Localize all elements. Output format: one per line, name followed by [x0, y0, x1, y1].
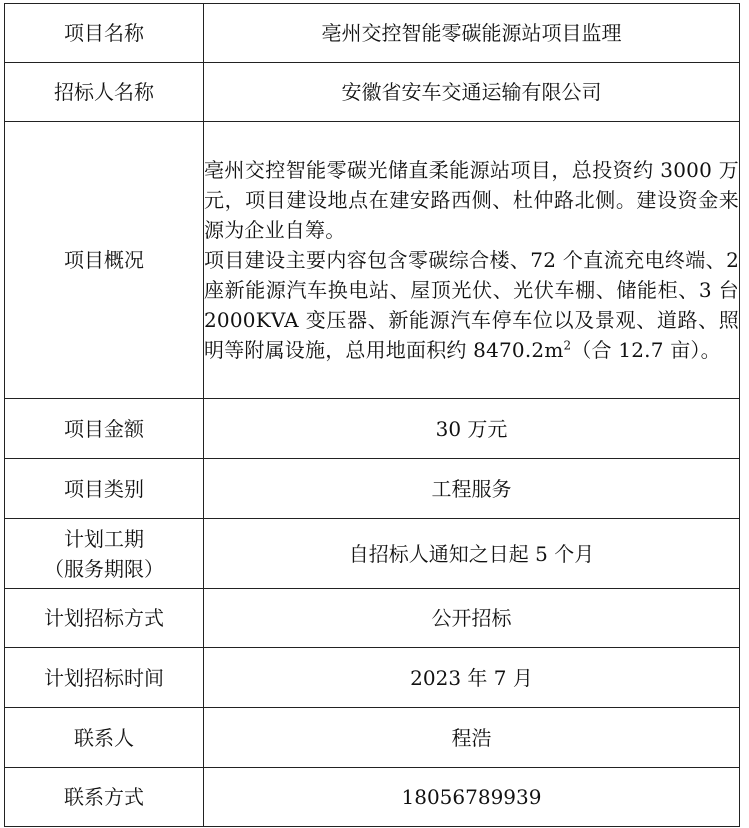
table-row-overview	[5, 122, 740, 399]
value-tender-method: 公开招标	[204, 589, 740, 648]
label-tenderer: 招标人名称	[5, 63, 204, 122]
label-tender-time: 计划招标时间	[5, 648, 204, 708]
value-category: 工程服务	[204, 459, 740, 519]
area-unit-superscript: 2	[563, 338, 572, 353]
label-project-name: 项目名称	[5, 4, 204, 63]
label-contact-person: 联系人	[5, 708, 204, 768]
value-tenderer: 安徽省安车交通运输有限公司	[204, 63, 740, 122]
table-row-project-name	[5, 4, 740, 63]
label-schedule-line2: （服务期限）	[44, 556, 164, 581]
label-schedule	[5, 519, 204, 589]
table-row-contact-person	[5, 708, 740, 768]
value-project-name: 亳州交控智能零碳能源站项目监理	[204, 4, 740, 63]
project-info-table	[4, 3, 740, 827]
label-contact-phone: 联系方式	[5, 768, 204, 827]
value-contact-phone: 18056789939	[204, 768, 740, 827]
table-row-contact-phone	[5, 768, 740, 827]
table-row-amount	[5, 399, 740, 459]
label-amount: 项目金额	[5, 399, 204, 459]
table-row-schedule	[5, 519, 740, 589]
table-row-tender-method	[5, 589, 740, 648]
table-row-tender-time	[5, 648, 740, 708]
table-row-category	[5, 459, 740, 519]
overview-paragraph-2	[204, 245, 739, 365]
value-amount: 30 万元	[204, 399, 740, 459]
table-row-tenderer	[5, 63, 740, 122]
value-overview	[204, 122, 740, 399]
label-category: 项目类别	[5, 459, 204, 519]
value-schedule: 自招标人通知之日起 5 个月	[204, 519, 740, 589]
overview-paragraph-2-tail: （合 12.7 亩）。	[571, 338, 721, 362]
value-contact-person: 程浩	[204, 708, 740, 768]
overview-paragraph-1: 亳州交控智能零碳光储直柔能源站项目，总投资约 3000 万元，项目建设地点在建安路西侧、杜仲路北侧。建设资金来源为企业自筹。	[204, 158, 739, 242]
value-tender-time: 2023 年 7 月	[204, 648, 740, 708]
label-schedule-line1: 计划工期	[64, 526, 144, 551]
overview-paragraph-2-main: 项目建设主要内容包含零碳综合楼、72 个直流充电终端、2 座新能源汽车换电站、屋顶光伏、光伏车棚、储能柜、3 台 2000KVA 变压器、新能源汽车停车位以及景观、道路、照明等附属设施，总用地面积约 8470.2m	[204, 248, 739, 362]
label-overview: 项目概况	[5, 122, 204, 399]
label-tender-method: 计划招标方式	[5, 589, 204, 648]
